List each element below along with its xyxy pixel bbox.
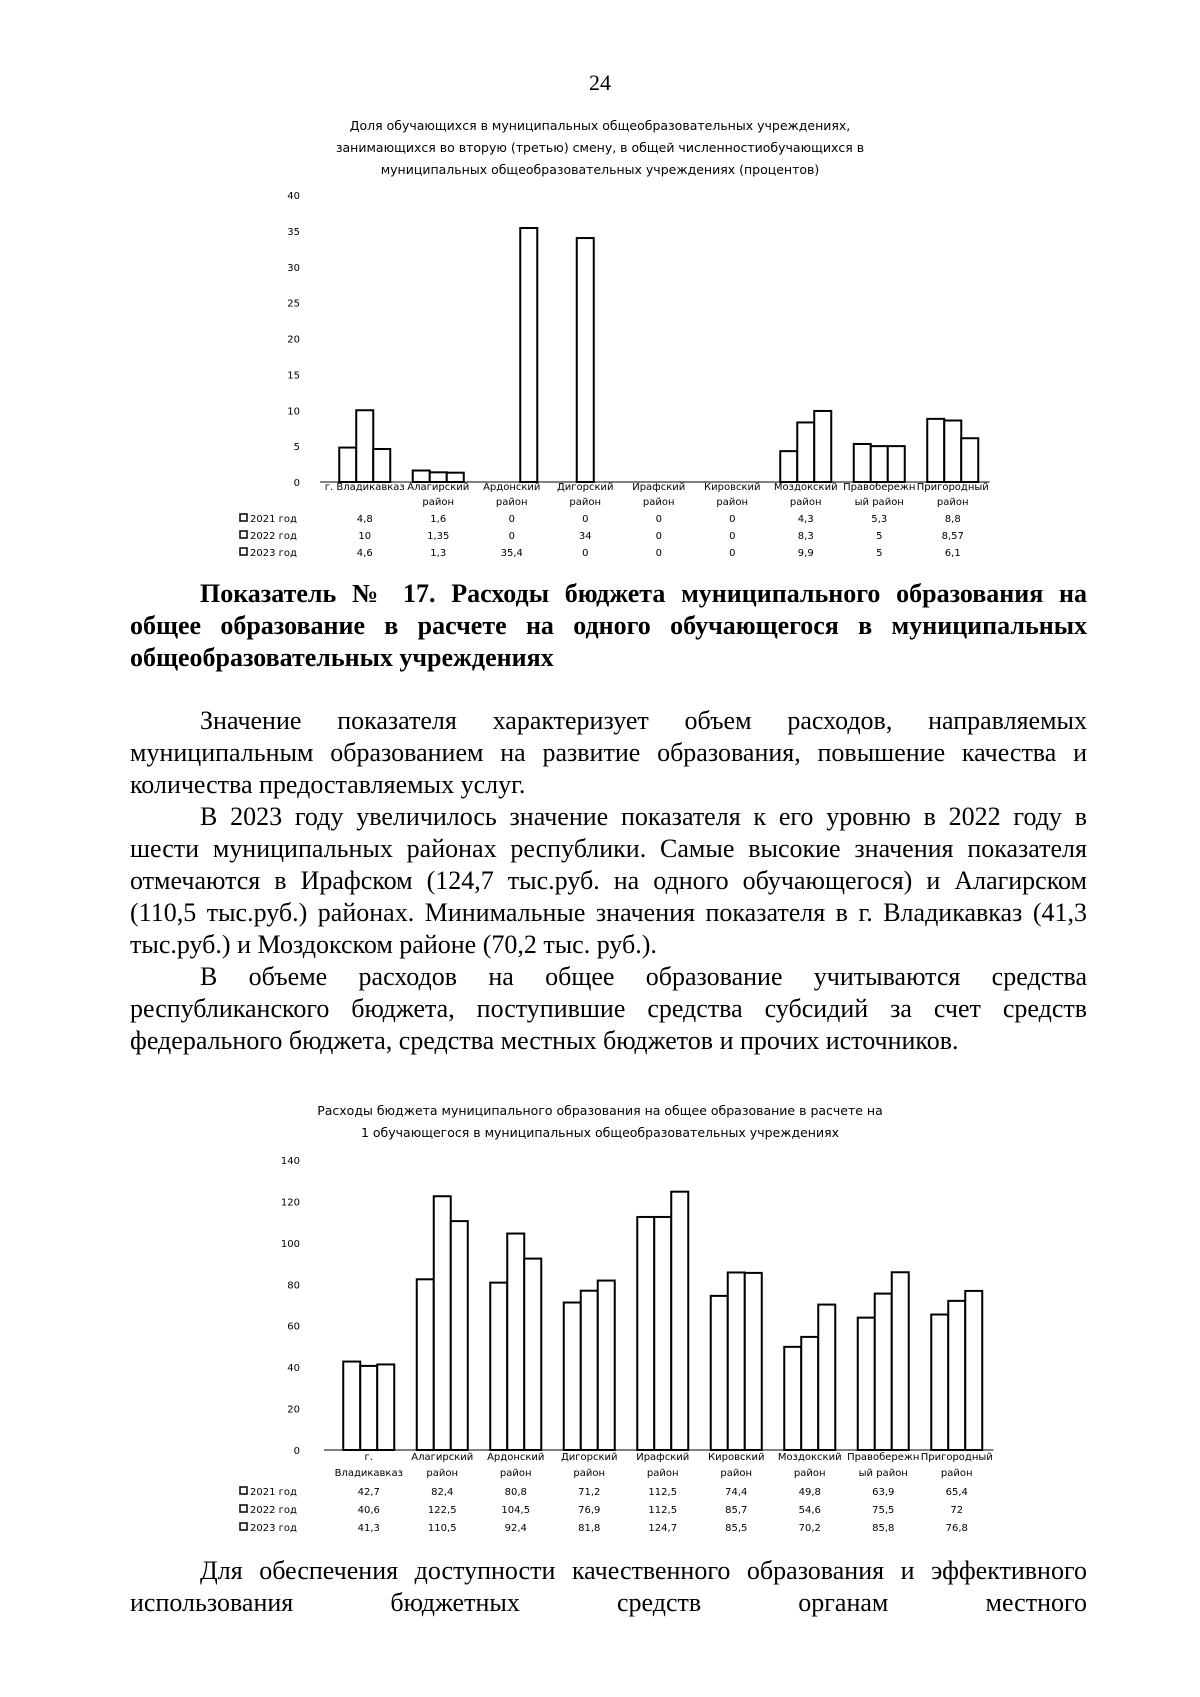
data-label: 63,9 [872, 1487, 895, 1498]
bar [818, 1305, 835, 1450]
heading-rest: общее образование в расчете на одного обучающегося в муниципальных общеобразовательных учреждениях [130, 611, 1087, 672]
legend-marker [240, 1523, 247, 1530]
legend-label: 2021 год [250, 1487, 297, 1498]
data-label: 81,8 [578, 1523, 601, 1534]
data-label: 85,5 [725, 1523, 748, 1534]
bar [417, 1279, 434, 1450]
bar [507, 1234, 524, 1450]
bar [784, 1347, 801, 1450]
category-label: Ирафский [632, 482, 686, 493]
bar [801, 1337, 818, 1450]
legend-label: 2023 год [250, 1523, 297, 1534]
category-label: Дигорский [556, 482, 614, 493]
y-tick-label: 35 [287, 226, 300, 238]
category-label: Пригородный [916, 482, 989, 493]
data-label: 0 [508, 514, 515, 525]
category-label: Владикавказ [334, 1468, 403, 1479]
data-label: 82,4 [431, 1487, 454, 1498]
bar [671, 1192, 688, 1450]
y-tick-label: 140 [280, 1156, 300, 1167]
bar [888, 446, 905, 482]
data-label: 8,3 [797, 531, 814, 542]
category-label: район [642, 497, 675, 508]
bar [430, 472, 447, 482]
data-label: 0 [508, 531, 515, 542]
bar [564, 1303, 581, 1450]
y-tick-label: 20 [287, 1404, 300, 1416]
category-label: г. Владикавказ [324, 482, 405, 493]
education-expenses-chart [0, 1095, 1200, 1545]
data-label: 85,8 [872, 1523, 895, 1534]
data-label: 35,4 [500, 548, 523, 559]
legend-marker [240, 1487, 247, 1494]
category-label: район [569, 497, 602, 508]
bar [581, 1291, 598, 1450]
data-label: 8,8 [944, 514, 961, 525]
data-label: 9,9 [797, 548, 814, 559]
bar [637, 1217, 654, 1450]
data-label: 76,8 [945, 1523, 968, 1534]
chart-title-line: Расходы бюджета муниципального образования на общее образование в расчете на [317, 1103, 883, 1118]
data-label: 1,35 [427, 531, 450, 542]
data-label: 0 [655, 514, 662, 525]
data-label: 4,8 [356, 514, 373, 525]
bar [961, 438, 978, 482]
category-label: район [426, 1468, 459, 1479]
bar [520, 228, 537, 482]
bar [451, 1221, 468, 1450]
chart-title-line: занимающихся во вторую (третью) смену, в общей численностиобучающихся в [335, 140, 865, 155]
bar [654, 1217, 671, 1450]
data-label: 112,5 [648, 1487, 678, 1498]
data-label: 85,7 [725, 1505, 748, 1516]
bar [965, 1291, 982, 1450]
data-label: 34 [578, 531, 592, 542]
data-label: 0 [655, 548, 662, 559]
bar [892, 1272, 909, 1450]
category-label: район [495, 497, 528, 508]
data-label: 72 [950, 1505, 964, 1516]
category-label: Дигорский [560, 1452, 618, 1463]
category-label: район [573, 1468, 606, 1479]
y-tick-label: 100 [280, 1238, 300, 1250]
bar [339, 448, 356, 482]
data-label: 5 [876, 548, 883, 559]
y-tick-label: 20 [287, 334, 300, 346]
body-text [130, 705, 1087, 1057]
data-label: 6,1 [944, 548, 961, 559]
y-tick-label: 30 [287, 262, 300, 274]
data-label: 0 [582, 514, 589, 525]
bottom-paragraph: Для обеспечения доступности качественного образования и эффективного использования бюджетных средств органам местного [130, 1556, 1087, 1617]
bar [944, 421, 961, 482]
data-label: 54,6 [798, 1505, 821, 1516]
data-label: 65,4 [945, 1487, 968, 1498]
category-label: Алагирский [407, 482, 470, 493]
shift-share-chart [0, 110, 1200, 570]
data-label: 49,8 [798, 1487, 821, 1498]
category-label: Пригородный [920, 1452, 993, 1463]
legend-label: 2022 год [250, 1505, 297, 1516]
bar [360, 1366, 377, 1450]
chart-title-line: Доля обучающихся в муниципальных общеобразовательных учреждениях, [349, 118, 851, 133]
data-label: 4,3 [797, 514, 814, 525]
data-label: 122,5 [427, 1505, 457, 1516]
data-label: 92,4 [504, 1523, 527, 1534]
data-label: 5 [876, 531, 883, 542]
indicator-heading [130, 578, 1087, 674]
paragraph-2: В 2023 году увеличилось значение показателя к его уровню в 2022 году в шести муниципальных районах республики. Самые высокие значения показателя отмечаются в Ирафском (124,7 тыс.руб. на одного обучающегося) и Алагирском (110,5 тыс.руб.) районах. Минимальные значения показателя в г. Владикавказ (41,3 тыс.руб.) и Моздокском районе (70,2 тыс. руб.). [130, 802, 1087, 959]
data-label: 104,5 [501, 1505, 531, 1516]
legend-marker [240, 548, 247, 555]
data-label: 0 [729, 531, 736, 542]
page-number: 24 [589, 70, 611, 95]
category-label: Кировский [704, 482, 761, 493]
category-label: Ирафский [636, 1452, 690, 1463]
category-label: район [793, 1468, 826, 1479]
data-label: 41,3 [357, 1523, 380, 1534]
bar [814, 411, 831, 482]
category-label: Правобережн [847, 1452, 920, 1463]
y-tick-label: 5 [293, 442, 300, 454]
bar [728, 1272, 745, 1450]
data-label: 110,5 [427, 1523, 457, 1534]
data-label: 124,7 [648, 1523, 678, 1534]
data-label: 1,6 [430, 514, 447, 525]
bar [490, 1283, 507, 1450]
category-label: Моздокский [777, 1452, 842, 1463]
category-label: Моздокский [773, 482, 838, 493]
data-label: 10 [358, 531, 372, 542]
data-label: 70,2 [798, 1523, 821, 1534]
heading-line-1: Показатель № 17. Расходы бюджета муниципального образования на [200, 579, 1087, 608]
category-label: район [789, 497, 822, 508]
category-label: Ардонский [483, 482, 541, 493]
legend-label: 2021 год [250, 514, 297, 525]
paragraph-1: Значение показателя характеризует объем расходов, направляемых муниципальным образованием на развитие образования, повышение качества и количества предоставляемых услуг. [130, 706, 1087, 799]
category-label: район [646, 1468, 679, 1479]
bar [373, 449, 390, 482]
y-tick-label: 80 [287, 1280, 300, 1292]
data-label: 76,9 [578, 1505, 601, 1516]
category-label: Ардонский [487, 1452, 545, 1463]
category-label: район [499, 1468, 532, 1479]
data-label: 4,6 [356, 548, 373, 559]
data-label: 75,5 [872, 1505, 895, 1516]
legend-marker [240, 1505, 247, 1512]
bar [598, 1281, 615, 1450]
y-tick-label: 120 [280, 1197, 300, 1209]
bar [858, 1318, 875, 1450]
category-label: район [716, 497, 749, 508]
bar [524, 1259, 541, 1450]
y-tick-label: 15 [287, 370, 300, 382]
bar [871, 446, 888, 482]
y-tick-label: 10 [287, 406, 300, 418]
bar [356, 410, 373, 482]
legend-marker [240, 514, 247, 521]
paragraph-3: В объеме расходов на общее образование учитываются средства республиканского бюджета, поступившие средства субсидий за счет средств федерального бюджета, средства местных бюджетов и прочих источников. [130, 962, 1087, 1055]
data-label: 0 [582, 548, 589, 559]
bar [413, 471, 430, 482]
category-label: ый район [854, 497, 904, 508]
bar [797, 422, 814, 482]
legend-label: 2022 год [250, 531, 297, 542]
legend-label: 2023 год [250, 548, 297, 559]
data-label: 8,57 [941, 531, 964, 542]
y-tick-label: 60 [287, 1321, 300, 1333]
data-label: 0 [729, 514, 736, 525]
bar [711, 1296, 728, 1450]
legend-marker [240, 531, 247, 538]
category-label: район [936, 497, 969, 508]
bar [434, 1196, 451, 1450]
data-label: 80,8 [504, 1487, 527, 1498]
bar [948, 1301, 965, 1450]
bar [875, 1294, 892, 1450]
data-label: 112,5 [648, 1505, 678, 1516]
bar [780, 451, 797, 482]
y-tick-label: 25 [287, 298, 300, 310]
y-tick-label: 40 [287, 1363, 300, 1375]
data-label: 42,7 [357, 1487, 380, 1498]
category-label: район [720, 1468, 753, 1479]
data-label: 0 [729, 548, 736, 559]
category-label: район [422, 497, 455, 508]
bar [931, 1315, 948, 1450]
bar [854, 444, 871, 482]
data-label: 5,3 [871, 514, 888, 525]
bar [745, 1273, 762, 1450]
chart-title-line: 1 обучающегося в муниципальных общеобразовательных учреждениях [360, 1125, 840, 1140]
y-tick-label: 0 [293, 1446, 300, 1457]
bar [927, 419, 944, 482]
category-label: ый район [858, 1468, 908, 1479]
chart-title-line: муниципальных общеобразовательных учреждениях (процентов) [380, 162, 820, 177]
category-label: Алагирский [411, 1452, 474, 1463]
category-label: Кировский [708, 1452, 765, 1463]
data-label: 74,4 [725, 1487, 748, 1498]
data-label: 1,3 [430, 548, 447, 559]
data-label: 40,6 [357, 1505, 380, 1516]
bar [447, 473, 464, 482]
data-label: 71,2 [578, 1487, 601, 1498]
y-tick-label: 0 [293, 478, 300, 489]
data-label: 0 [655, 531, 662, 542]
y-tick-label: 40 [287, 191, 300, 202]
bar [577, 238, 594, 482]
bar [377, 1364, 394, 1450]
bar [343, 1362, 360, 1450]
category-label: район [940, 1468, 973, 1479]
category-label: г. [364, 1452, 373, 1463]
category-label: Правобережн [843, 482, 916, 493]
